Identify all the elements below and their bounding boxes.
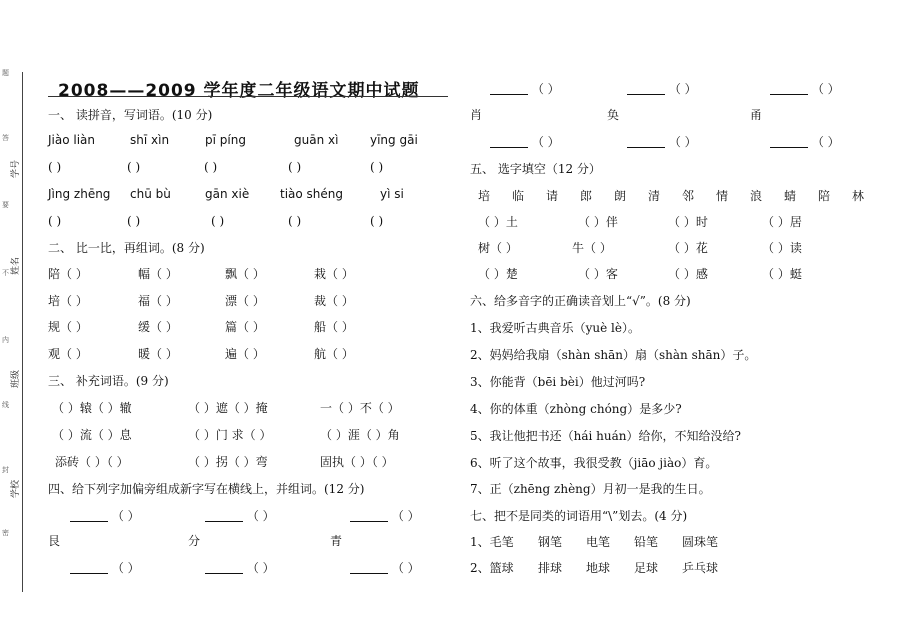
compare-item[interactable]: 暖（ ）	[138, 347, 178, 361]
binding-label-school: 学校	[11, 479, 21, 498]
radical-blank[interactable]: （ ）	[350, 559, 420, 576]
word-option[interactable]: 排球	[538, 561, 563, 575]
section-2-heading: 二、 比一比，再组词。(8 分)	[48, 241, 205, 255]
base-char: 青	[330, 534, 343, 548]
answer-blank[interactable]: ( )	[211, 214, 225, 228]
pinyin-word: Jìng zhēng	[48, 187, 111, 201]
word-option[interactable]: 电笔	[586, 535, 611, 549]
answer-blank[interactable]: ( )	[127, 160, 141, 174]
idiom-item[interactable]: 添砖（ ）（ ）	[55, 455, 129, 469]
polyphone-item[interactable]: 7、正（zhēng zhèng）月初一是我的生日。	[470, 482, 711, 496]
compare-item[interactable]: 陪（ ）	[48, 267, 88, 281]
pinyin-word: tiào shéng	[280, 187, 344, 201]
option-char: 浪	[750, 189, 763, 203]
fill-item[interactable]: （ ）读	[762, 241, 802, 255]
word-option[interactable]: 乒乓球	[682, 561, 719, 575]
polyphone-item[interactable]: 1、我爱听古典音乐（yuè lè）。	[470, 321, 640, 335]
option-char: 朗	[614, 189, 627, 203]
word-option[interactable]: 1、毛笔	[470, 535, 514, 549]
option-char: 蜻	[784, 189, 797, 203]
polyphone-item[interactable]: 6、听了这个故事，我很受教（jiāo jiào）育。	[470, 456, 718, 470]
option-char: 陪	[818, 189, 831, 203]
binding-mark: 题	[2, 69, 9, 77]
binding-label-student-id: 学号	[11, 159, 21, 178]
base-char: 艮	[48, 534, 61, 548]
page-title: 2008——2009 学年度二年级语文期中试题	[58, 81, 420, 101]
fill-item[interactable]: （ ）楚	[478, 267, 518, 281]
compare-item[interactable]: 幅（ ）	[138, 267, 178, 281]
word-option[interactable]: 铅笔	[634, 535, 659, 549]
option-char: 郎	[580, 189, 593, 203]
fill-item[interactable]: （ ）土	[478, 215, 518, 229]
compare-item[interactable]: 栽（ ）	[314, 267, 354, 281]
radical-blank[interactable]: （ ）	[490, 133, 560, 150]
pinyin-word: shī xìn	[130, 133, 170, 147]
option-char: 情	[716, 189, 729, 203]
option-char: 临	[512, 189, 525, 203]
binding-mark: 封	[2, 466, 9, 474]
section-4-heading: 四、给下列字加偏旁组成新字写在横线上，并组词。(12 分)	[48, 482, 365, 496]
answer-blank[interactable]: ( )	[48, 160, 62, 174]
idiom-item[interactable]: 一（ ）不（ ）	[320, 401, 400, 415]
fill-item[interactable]: （ ）客	[578, 267, 618, 281]
fill-item[interactable]: （ ）感	[668, 267, 708, 281]
binding-mark: 答	[2, 134, 9, 142]
pinyin-word: guān xì	[294, 133, 339, 147]
section-1-heading: 一、 读拼音，写词语。(10 分)	[48, 108, 213, 122]
base-char: 分	[188, 534, 201, 548]
base-char: 甬	[750, 108, 763, 122]
compare-item[interactable]: 航（ ）	[314, 347, 354, 361]
polyphone-item[interactable]: 5、我让他把书还（hái huán）给你，不知给没给?	[470, 429, 741, 443]
word-option[interactable]: 足球	[634, 561, 659, 575]
binding-mark: 线	[2, 401, 9, 409]
answer-blank[interactable]: ( )	[127, 214, 141, 228]
polyphone-item[interactable]: 4、你的体重（zhòng chóng）是多少?	[470, 402, 682, 416]
idiom-item[interactable]: （ ）遮（ ）掩	[188, 401, 268, 415]
option-char: 邻	[682, 189, 695, 203]
pinyin-word: gān xiè	[205, 187, 250, 201]
binding-line	[22, 72, 23, 592]
binding-mark: 内	[2, 336, 9, 344]
compare-item[interactable]: 培（ ）	[48, 294, 88, 308]
radical-blank[interactable]: （ ）	[350, 507, 420, 524]
idiom-item[interactable]: （ ）辕（ ）辙	[52, 401, 132, 415]
binding-label-class: 班级	[11, 369, 21, 388]
compare-item[interactable]: 规（ ）	[48, 320, 88, 334]
answer-blank[interactable]: ( )	[288, 160, 302, 174]
binding-margin	[0, 0, 40, 630]
compare-item[interactable]: 漂（ ）	[225, 294, 265, 308]
fill-item[interactable]: 牛（ ）	[572, 241, 612, 255]
pinyin-word: yīng gāi	[370, 133, 418, 147]
radical-blank[interactable]: （ ）	[490, 80, 560, 97]
option-char: 林	[852, 189, 865, 203]
idiom-item[interactable]: （ ）门 求（ ）	[188, 428, 272, 442]
compare-item[interactable]: 缓（ ）	[138, 320, 178, 334]
compare-item[interactable]: 船（ ）	[314, 320, 354, 334]
polyphone-item[interactable]: 3、你能背（bēi bèi）他过河吗?	[470, 375, 646, 389]
answer-blank[interactable]: ( )	[370, 160, 384, 174]
compare-item[interactable]: 观（ ）	[48, 347, 88, 361]
binding-label-name: 姓名	[11, 256, 21, 275]
answer-blank[interactable]: ( )	[370, 214, 384, 228]
pinyin-word: chū bù	[130, 187, 171, 201]
idiom-item[interactable]: 固执（ ）（ ）	[320, 455, 394, 469]
idiom-item[interactable]: （ ）涯（ ）角	[320, 428, 400, 442]
word-option[interactable]: 地球	[586, 561, 611, 575]
pinyin-word: pī píng	[205, 133, 246, 147]
option-char: 请	[546, 189, 559, 203]
base-char: 肖	[470, 108, 483, 122]
section-5-heading: 五、 选字填空（12 分）	[470, 162, 601, 176]
word-option[interactable]: 钢笔	[538, 535, 563, 549]
fill-item[interactable]: （ ）花	[668, 241, 708, 255]
fill-item[interactable]: （ ）居	[762, 215, 802, 229]
compare-item[interactable]: 遍（ ）	[225, 347, 265, 361]
answer-blank[interactable]: ( )	[48, 214, 62, 228]
radical-blank[interactable]: （ ）	[205, 507, 275, 524]
idiom-item[interactable]: （ ）拐（ ）弯	[188, 455, 268, 469]
option-char: 清	[648, 189, 661, 203]
title-underline	[48, 96, 448, 97]
radical-blank[interactable]: （ ）	[205, 559, 275, 576]
word-option[interactable]: 2、篮球	[470, 561, 514, 575]
compare-item[interactable]: 飘（ ）	[225, 267, 265, 281]
base-char: 奂	[607, 108, 620, 122]
word-option[interactable]: 圆珠笔	[682, 535, 719, 549]
fill-item[interactable]: （ ）时	[668, 215, 708, 229]
binding-mark: 要	[2, 201, 9, 209]
compare-item[interactable]: 篇（ ）	[225, 320, 265, 334]
fill-item[interactable]: （ ）蜓	[762, 267, 802, 281]
polyphone-item[interactable]: 2、妈妈给我扇（shàn shān）扇（shàn shān）子。	[470, 348, 757, 362]
pinyin-word: yì si	[380, 187, 404, 201]
radical-blank[interactable]: （ ）	[70, 507, 140, 524]
section-3-heading: 三、 补充词语。(9 分)	[48, 374, 169, 388]
radical-blank[interactable]: （ ）	[627, 133, 697, 150]
idiom-item[interactable]: （ ）流（ ）息	[52, 428, 132, 442]
compare-item[interactable]: 裁（ ）	[314, 294, 354, 308]
fill-item[interactable]: （ ）伴	[578, 215, 618, 229]
section-6-heading: 六、给多音字的正确读音划上“√”。(8 分)	[470, 294, 691, 308]
option-char: 培	[478, 189, 491, 203]
compare-item[interactable]: 福（ ）	[138, 294, 178, 308]
radical-blank[interactable]: （ ）	[627, 80, 697, 97]
radical-blank[interactable]: （ ）	[770, 133, 840, 150]
answer-blank[interactable]: ( )	[204, 160, 218, 174]
radical-blank[interactable]: （ ）	[70, 559, 140, 576]
binding-mark: 不	[2, 269, 9, 277]
pinyin-word: Jiào liàn	[48, 133, 96, 147]
answer-blank[interactable]: ( )	[288, 214, 302, 228]
section-7-heading: 七、把不是同类的词语用“\”划去。(4 分)	[470, 509, 688, 523]
fill-item[interactable]: 树（ ）	[478, 241, 518, 255]
radical-blank[interactable]: （ ）	[770, 80, 840, 97]
binding-mark: 密	[2, 529, 9, 537]
